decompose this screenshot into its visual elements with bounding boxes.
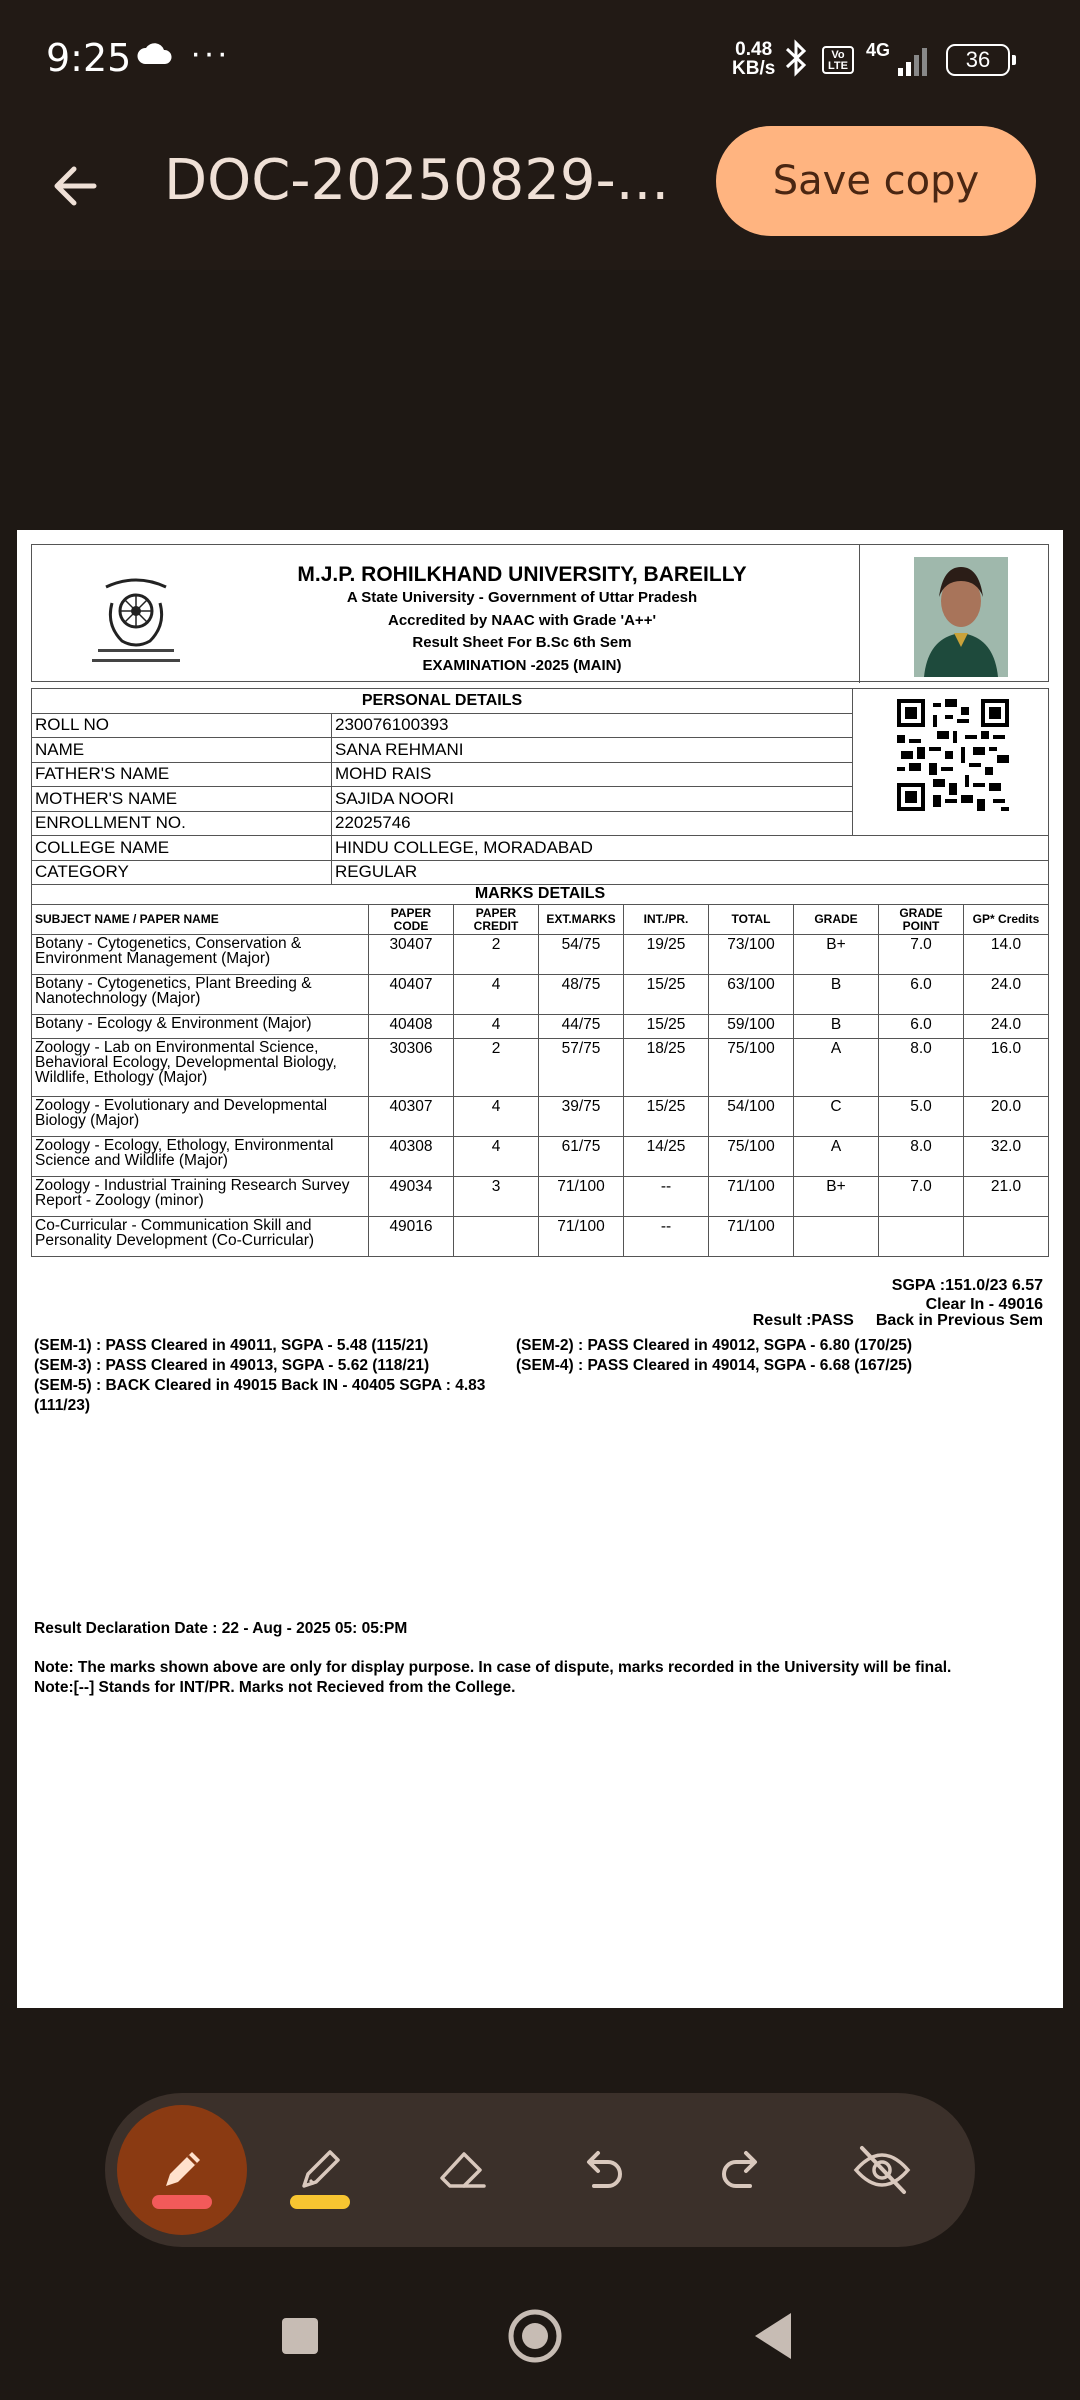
subject-name-cell: Botany - Cytogenetics, Conservation & Environment Management (Major) bbox=[32, 935, 369, 975]
sem-2-status: (SEM-2) : PASS Cleared in 49012, SGPA - 6.80 (170/25) bbox=[516, 1337, 912, 1354]
table-cell: 20.0 bbox=[964, 1097, 1049, 1137]
table-cell: 6.0 bbox=[879, 975, 964, 1015]
table-row bbox=[32, 1015, 1049, 1039]
table-cell: 49034 bbox=[369, 1177, 454, 1217]
student-photo bbox=[914, 557, 1008, 677]
recents-icon bbox=[278, 2314, 322, 2358]
document-title: DOC-20250829-... bbox=[164, 148, 670, 213]
subject-name-cell: Zoology - Industrial Training Research Survey Report - Zoology (minor) bbox=[32, 1177, 369, 1217]
table-cell: B bbox=[794, 975, 879, 1015]
sem-4-status: (SEM-4) : PASS Cleared in 49014, SGPA - 6.68 (167/25) bbox=[516, 1357, 912, 1374]
speed-value: 0.48 bbox=[735, 39, 773, 60]
roll-number-value: 230076100393 bbox=[332, 713, 853, 738]
sgpa-summary bbox=[892, 1276, 1043, 1314]
table-cell: 6.0 bbox=[879, 1015, 964, 1039]
more-notifications-icon: ··· bbox=[190, 34, 230, 72]
note-display-purpose: Note: The marks shown above are only for display purpose. In case of dispute, marks recorded in the University will be final. bbox=[34, 1659, 952, 1676]
table-cell: 21.0 bbox=[964, 1177, 1049, 1217]
table-cell: 14/25 bbox=[624, 1137, 709, 1177]
column-header: SUBJECT NAME / PAPER NAME bbox=[32, 905, 369, 935]
table-row bbox=[32, 975, 1049, 1015]
table-cell: 75/100 bbox=[709, 1137, 794, 1177]
university-heading bbox=[212, 563, 832, 677]
table-cell: 4 bbox=[454, 1015, 539, 1039]
annotation-toolbar bbox=[105, 2093, 975, 2247]
marks-header-row bbox=[32, 905, 1049, 935]
mother-name-value: SAJIDA NOORI bbox=[332, 787, 853, 812]
table-cell: 15/25 bbox=[624, 1015, 709, 1039]
table-cell: 2 bbox=[454, 1039, 539, 1097]
bluetooth-icon bbox=[783, 38, 809, 83]
table-cell: 18/25 bbox=[624, 1039, 709, 1097]
table-cell: 24.0 bbox=[964, 1015, 1049, 1039]
result-line bbox=[731, 1312, 1043, 1330]
table-cell: 30407 bbox=[369, 935, 454, 975]
table-cell: 14.0 bbox=[964, 935, 1049, 975]
table-cell: 71/100 bbox=[709, 1177, 794, 1217]
table-cell: A bbox=[794, 1039, 879, 1097]
undo-icon bbox=[572, 2140, 632, 2200]
field-label: CATEGORY bbox=[32, 860, 332, 885]
table-cell bbox=[879, 1217, 964, 1257]
table-cell: 7.0 bbox=[879, 935, 964, 975]
table-cell: 30306 bbox=[369, 1039, 454, 1097]
table-row bbox=[32, 1177, 1049, 1217]
highlighter-icon bbox=[290, 2140, 350, 2200]
subject-name-cell: Zoology - Lab on Environmental Science, Behavioral Ecology, Developmental Biology, Wildlife, Ethology (Major) bbox=[32, 1039, 369, 1097]
university-logo bbox=[82, 553, 190, 673]
university-name: M.J.P. ROHILKHAND UNIVERSITY, BAREILLY bbox=[297, 563, 747, 586]
back-note: Back in Previous Sem bbox=[875, 1312, 1043, 1329]
table-cell: 8.0 bbox=[879, 1137, 964, 1177]
personal-row bbox=[32, 836, 1049, 861]
field-label: COLLEGE NAME bbox=[32, 836, 332, 861]
battery-icon: 36 bbox=[946, 44, 1010, 76]
name-value: SANA REHMANI bbox=[332, 738, 853, 763]
table-cell: B+ bbox=[794, 935, 879, 975]
highlighter-color-indicator bbox=[290, 2195, 350, 2209]
clear-in-line: Clear In - 49016 bbox=[925, 1296, 1043, 1313]
table-cell: 44/75 bbox=[539, 1015, 624, 1039]
table-cell: B bbox=[794, 1015, 879, 1039]
highlighter-tool-button[interactable] bbox=[255, 2105, 385, 2235]
table-cell: B+ bbox=[794, 1177, 879, 1217]
table-cell: 32.0 bbox=[964, 1137, 1049, 1177]
table-cell: 40308 bbox=[369, 1137, 454, 1177]
table-cell: -- bbox=[624, 1177, 709, 1217]
recents-button[interactable] bbox=[260, 2296, 340, 2376]
table-cell: 54/75 bbox=[539, 935, 624, 975]
document-page[interactable] bbox=[17, 530, 1063, 2008]
category-value: REGULAR bbox=[332, 860, 1049, 885]
university-subtitle: A State University - Government of Uttar Pradesh bbox=[346, 589, 698, 606]
result-status: Result :PASS bbox=[752, 1312, 854, 1329]
redo-button[interactable] bbox=[677, 2105, 807, 2235]
note-int-pr: Note:[--] Stands for INT/PR. Marks not Recieved from the College. bbox=[34, 1679, 516, 1696]
field-label: ENROLLMENT NO. bbox=[32, 811, 332, 836]
table-cell: A bbox=[794, 1137, 879, 1177]
signal-icon bbox=[880, 44, 932, 83]
back-triangle-icon bbox=[749, 2309, 799, 2363]
table-cell: 57/75 bbox=[539, 1039, 624, 1097]
eraser-icon bbox=[430, 2140, 494, 2200]
table-cell: 61/75 bbox=[539, 1137, 624, 1177]
table-row bbox=[32, 935, 1049, 975]
table-cell: 5.0 bbox=[879, 1097, 964, 1137]
table-cell: 40407 bbox=[369, 975, 454, 1015]
subject-name-cell: Botany - Cytogenetics, Plant Breeding & Nanotechnology (Major) bbox=[32, 975, 369, 1015]
table-cell bbox=[454, 1217, 539, 1257]
table-cell: 75/100 bbox=[709, 1039, 794, 1097]
table-cell: 15/25 bbox=[624, 1097, 709, 1137]
table-cell: 8.0 bbox=[879, 1039, 964, 1097]
marks-details-table bbox=[31, 884, 1049, 1257]
field-label: FATHER'S NAME bbox=[32, 762, 332, 787]
sem-5-status: (SEM-5) : BACK Cleared in 49015 Back IN - 40405 SGPA : 4.83 (111/23) bbox=[34, 1377, 486, 1414]
table-row bbox=[32, 1217, 1049, 1257]
header-divider bbox=[859, 545, 860, 683]
table-cell: 24.0 bbox=[964, 975, 1049, 1015]
marks-details-heading: MARKS DETAILS bbox=[32, 885, 1049, 905]
personal-details-heading: PERSONAL DETAILS bbox=[32, 689, 853, 714]
table-cell: 71/100 bbox=[539, 1217, 624, 1257]
field-label: NAME bbox=[32, 738, 332, 763]
college-name-value: HINDU COLLEGE, MORADABAD bbox=[332, 836, 1049, 861]
document-header bbox=[31, 544, 1049, 682]
back-arrow-icon[interactable] bbox=[46, 156, 106, 216]
column-header: GRADE bbox=[794, 905, 879, 935]
sem-3-status: (SEM-3) : PASS Cleared in 49013, SGPA - 5.62 (118/21) bbox=[34, 1357, 430, 1374]
table-cell: 71/100 bbox=[539, 1177, 624, 1217]
father-name-value: MOHD RAIS bbox=[332, 762, 853, 787]
eraser-tool-button[interactable] bbox=[397, 2105, 527, 2235]
table-cell: 19/25 bbox=[624, 935, 709, 975]
result-sheet-line: Result Sheet For B.Sc 6th Sem bbox=[412, 634, 632, 651]
qr-cell bbox=[853, 689, 1049, 836]
pen-color-indicator bbox=[152, 2195, 212, 2209]
network-speed bbox=[732, 40, 775, 78]
accreditation-line: Accredited by NAAC with Grade 'A++' bbox=[387, 611, 657, 629]
table-row bbox=[32, 1137, 1049, 1177]
table-cell: 73/100 bbox=[709, 935, 794, 975]
column-header: PAPER CREDIT bbox=[454, 905, 539, 935]
table-cell: 59/100 bbox=[709, 1015, 794, 1039]
marks-rows bbox=[32, 935, 1049, 1257]
system-nav-bar bbox=[0, 2270, 1080, 2400]
subject-name-cell: Botany - Ecology & Environment (Major) bbox=[32, 1015, 369, 1039]
volte-badge: Vo LTE bbox=[822, 46, 854, 74]
sgpa-line: SGPA :151.0/23 6.57 bbox=[891, 1277, 1043, 1294]
table-cell bbox=[964, 1217, 1049, 1257]
examination-line: EXAMINATION -2025 (MAIN) bbox=[422, 656, 622, 674]
table-cell: -- bbox=[624, 1217, 709, 1257]
home-button[interactable] bbox=[495, 2296, 575, 2376]
table-cell: 2 bbox=[454, 935, 539, 975]
network-type: 4G bbox=[866, 40, 891, 60]
speed-unit: KB/s bbox=[732, 58, 776, 79]
table-row bbox=[32, 1039, 1049, 1097]
subject-name-cell: Zoology - Ecology, Ethology, Environmental Science and Wildlife (Major) bbox=[32, 1137, 369, 1177]
qr-code bbox=[897, 699, 1009, 811]
pen-icon bbox=[152, 2140, 212, 2200]
table-cell: C bbox=[794, 1097, 879, 1137]
personal-details-table bbox=[31, 688, 1049, 885]
subject-name-cell: Zoology - Evolutionary and Developmental Biology (Major) bbox=[32, 1097, 369, 1137]
column-header: GP* Credits bbox=[964, 905, 1049, 935]
table-cell: 4 bbox=[454, 975, 539, 1015]
table-cell: 7.0 bbox=[879, 1177, 964, 1217]
notes bbox=[34, 1658, 951, 1698]
cloud-icon bbox=[136, 42, 174, 71]
table-cell: 48/75 bbox=[539, 975, 624, 1015]
subject-name-cell: Co-Curricular - Communication Skill and Personality Development (Co-Curricular) bbox=[32, 1217, 369, 1257]
redo-icon bbox=[712, 2140, 772, 2200]
status-time: 9:25 bbox=[46, 36, 132, 80]
hide-annotations-button[interactable] bbox=[817, 2105, 947, 2235]
table-cell: 39/75 bbox=[539, 1097, 624, 1137]
column-header: PAPER CODE bbox=[369, 905, 454, 935]
table-cell: 63/100 bbox=[709, 975, 794, 1015]
table-cell: 49016 bbox=[369, 1217, 454, 1257]
table-cell: 54/100 bbox=[709, 1097, 794, 1137]
column-header: INT./PR. bbox=[624, 905, 709, 935]
table-cell bbox=[794, 1217, 879, 1257]
enrollment-value: 22025746 bbox=[332, 811, 853, 836]
hide-annotations-icon bbox=[850, 2140, 914, 2200]
app-bar bbox=[0, 120, 1080, 270]
table-cell: 16.0 bbox=[964, 1039, 1049, 1097]
table-cell: 40307 bbox=[369, 1097, 454, 1137]
column-header: EXT.MARKS bbox=[539, 905, 624, 935]
home-icon bbox=[505, 2306, 565, 2366]
table-cell: 71/100 bbox=[709, 1217, 794, 1257]
table-cell: 3 bbox=[454, 1177, 539, 1217]
table-cell: 4 bbox=[454, 1097, 539, 1137]
back-button[interactable] bbox=[734, 2296, 814, 2376]
table-cell: 4 bbox=[454, 1137, 539, 1177]
column-header: TOTAL bbox=[709, 905, 794, 935]
sem-1-status: (SEM-1) : PASS Cleared in 49011, SGPA - 5.48 (115/21) bbox=[34, 1337, 429, 1354]
personal-row bbox=[32, 860, 1049, 885]
status-bar bbox=[0, 0, 1080, 120]
pen-tool-button[interactable] bbox=[117, 2105, 247, 2235]
table-cell: 15/25 bbox=[624, 975, 709, 1015]
table-row bbox=[32, 1097, 1049, 1137]
table-cell: 40408 bbox=[369, 1015, 454, 1039]
column-header: GRADE POINT bbox=[879, 905, 964, 935]
undo-button[interactable] bbox=[537, 2105, 667, 2235]
field-label: MOTHER'S NAME bbox=[32, 787, 332, 812]
result-declaration-date: Result Declaration Date : 22 - Aug - 2025 05: 05:PM bbox=[34, 1620, 408, 1637]
field-label: ROLL NO bbox=[32, 713, 332, 738]
save-copy-button[interactable]: Save copy bbox=[716, 126, 1036, 236]
